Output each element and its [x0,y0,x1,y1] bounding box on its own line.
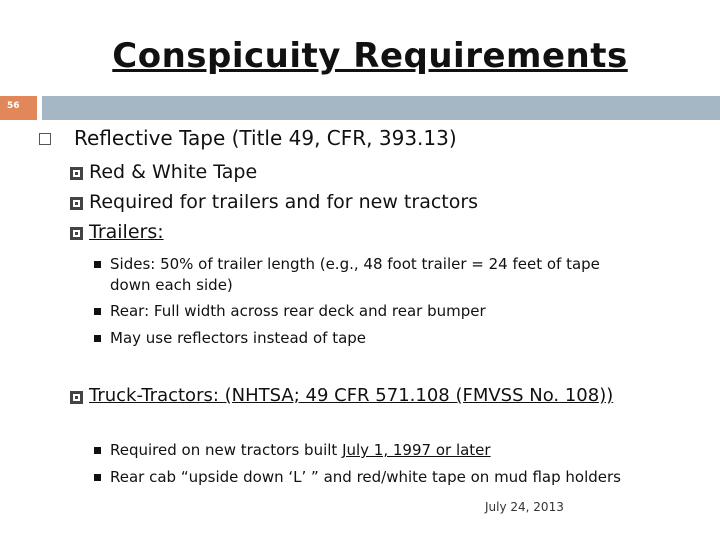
level2-item-red-white-tape: Red & White Tape [89,161,258,183]
slide-number: 56 [7,101,20,111]
square-bullet-icon [94,308,101,315]
trailers-item-sides-continued: down each side) [110,276,233,294]
level1-text: Reflective Tape (Title 49, CFR, 393.13) [74,126,457,150]
square-bullet-icon [94,261,101,268]
square-bullet-icon [94,447,101,454]
trailers-item-reflectors: May use reflectors instead of tape [110,329,367,347]
truck-item-rear-cab: Rear cab “upside down ‘L’ ” and red/white tape on mud flap holders [110,468,621,486]
flag-bullet-icon [70,227,83,240]
flag-bullet-icon [70,167,83,180]
truck-item-new-tractors [110,441,491,459]
square-bullet-icon [94,474,101,481]
footer-date: July 24, 2013 [485,500,564,514]
trailers-item-rear: Rear: Full width across rear deck and rear bumper [110,302,486,320]
header-rule-bar [42,96,720,120]
trailers-item-sides: Sides: 50% of trailer length (e.g., 48 foot trailer = 24 feet of tape [110,255,600,273]
truck-item-date: July 1, 1997 or later [342,441,491,459]
flag-bullet-icon [70,391,83,404]
flag-bullet-icon [70,197,83,210]
truck-tractors-heading: Truck-Tractors: (NHTSA; 49 CFR 571.108 (FMVSS No. 108)) [89,385,614,406]
square-outline-bullet-icon [39,133,51,145]
slide-number-badge [0,96,37,120]
square-bullet-icon [94,335,101,342]
truck-item-prefix: Required on new tractors built [110,441,343,459]
slide-title: Conspicuity Requirements [112,36,628,76]
level2-item-trailers: Trailers: [89,221,164,243]
level2-item-required: Required for trailers and for new tractors [89,191,479,213]
